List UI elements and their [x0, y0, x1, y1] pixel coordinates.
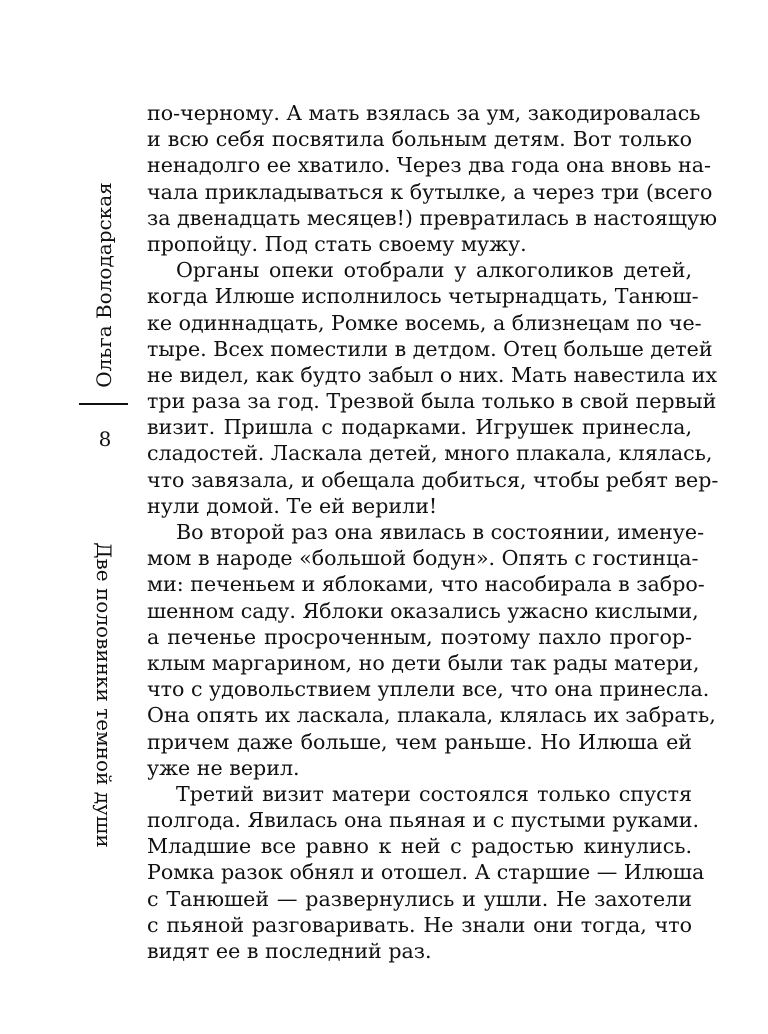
- text-line: ненадолго ее хватило. Через два года она вновь на-: [147, 153, 711, 178]
- text-line: пропойцу. Под стать своему мужу.: [147, 231, 527, 256]
- text-line: Во второй раз она явилась в состоянии, именуе-: [176, 520, 705, 544]
- text-line: ке одиннадцать, Ромке восемь, а близнецам по че-: [147, 310, 702, 335]
- text-line: Органы опеки отобрали у алкоголиков детей,: [176, 258, 692, 283]
- author-name: Ольга Володарская: [92, 182, 116, 388]
- page-number: 8: [98, 427, 112, 451]
- text-line: Третий визит матери состоялся только спустя: [176, 781, 692, 806]
- text-line: Ромка разок обнял и отошел. А старшие — Илюша: [147, 860, 705, 885]
- text-line: видят ее в последний раз.: [147, 939, 432, 963]
- text-line: а печенье просроченным, поэтому пахло прогор-: [147, 624, 692, 649]
- text-line: когда Илюше исполнилось четырнадцать, Танюш-: [147, 284, 699, 309]
- text-line: что завязала, и обещала добиться, чтобы ребят вер-: [147, 467, 719, 492]
- text-line: Младшие все равно к ней с радостью кинулись.: [147, 834, 692, 859]
- text-line: с пьяной разговаривать. Не знали они тогда, что: [147, 912, 692, 937]
- text-line: с Танюшей — развернулись и ушли. Не захотели: [147, 886, 692, 911]
- text-line: за двенадцать месяцев!) превратилась в настоящую: [147, 205, 718, 230]
- header-divider: [79, 403, 128, 405]
- text-line: визит. Пришла с подарками. Игрушек принесла,: [147, 415, 692, 440]
- text-line: ми: печеньем и яблоками, что насобирала в забро-: [147, 572, 705, 597]
- text-line: и всю себя посвятила больным детям. Вот только: [147, 127, 692, 152]
- text-line: три раза за год. Трезвой была только в свой первый: [147, 389, 717, 414]
- text-line: шенном саду. Яблоки оказались ужасно кислыми,: [147, 598, 699, 623]
- text-line: по-черному. А мать взялась за ум, закодировалась: [147, 101, 701, 125]
- text-line: чала прикладываться к бутылке, а через три (всего: [147, 179, 713, 204]
- book-title: Две половинки темной души: [92, 542, 116, 848]
- body-text: [147, 100, 719, 964]
- text-line: клым маргарином, но дети были так рады матери,: [147, 650, 700, 675]
- text-line: нули домой. Те ей верили!: [147, 493, 438, 518]
- text-line: причем даже больше, чем раньше. Но Илюша ей: [147, 729, 692, 754]
- text-line: Она опять их ласкала, плакала, клялась их забрать,: [147, 703, 716, 728]
- text-line: не видел, как будто забыл о них. Мать навестила их: [147, 362, 718, 387]
- text-line: сладостей. Ласкала детей, много плакала, клялась,: [147, 441, 713, 466]
- text-line: мом в народе «большой бодун». Опять с гостинца-: [147, 546, 699, 571]
- text-line: уже не верил.: [147, 755, 300, 780]
- text-line: полгода. Явилась она пьяная и с пустыми руками.: [147, 808, 700, 833]
- text-line: тыре. Всех поместили в детдом. Отец больше детей: [147, 336, 713, 361]
- text-line: что с удовольствием уплели все, что она принесла.: [147, 677, 710, 702]
